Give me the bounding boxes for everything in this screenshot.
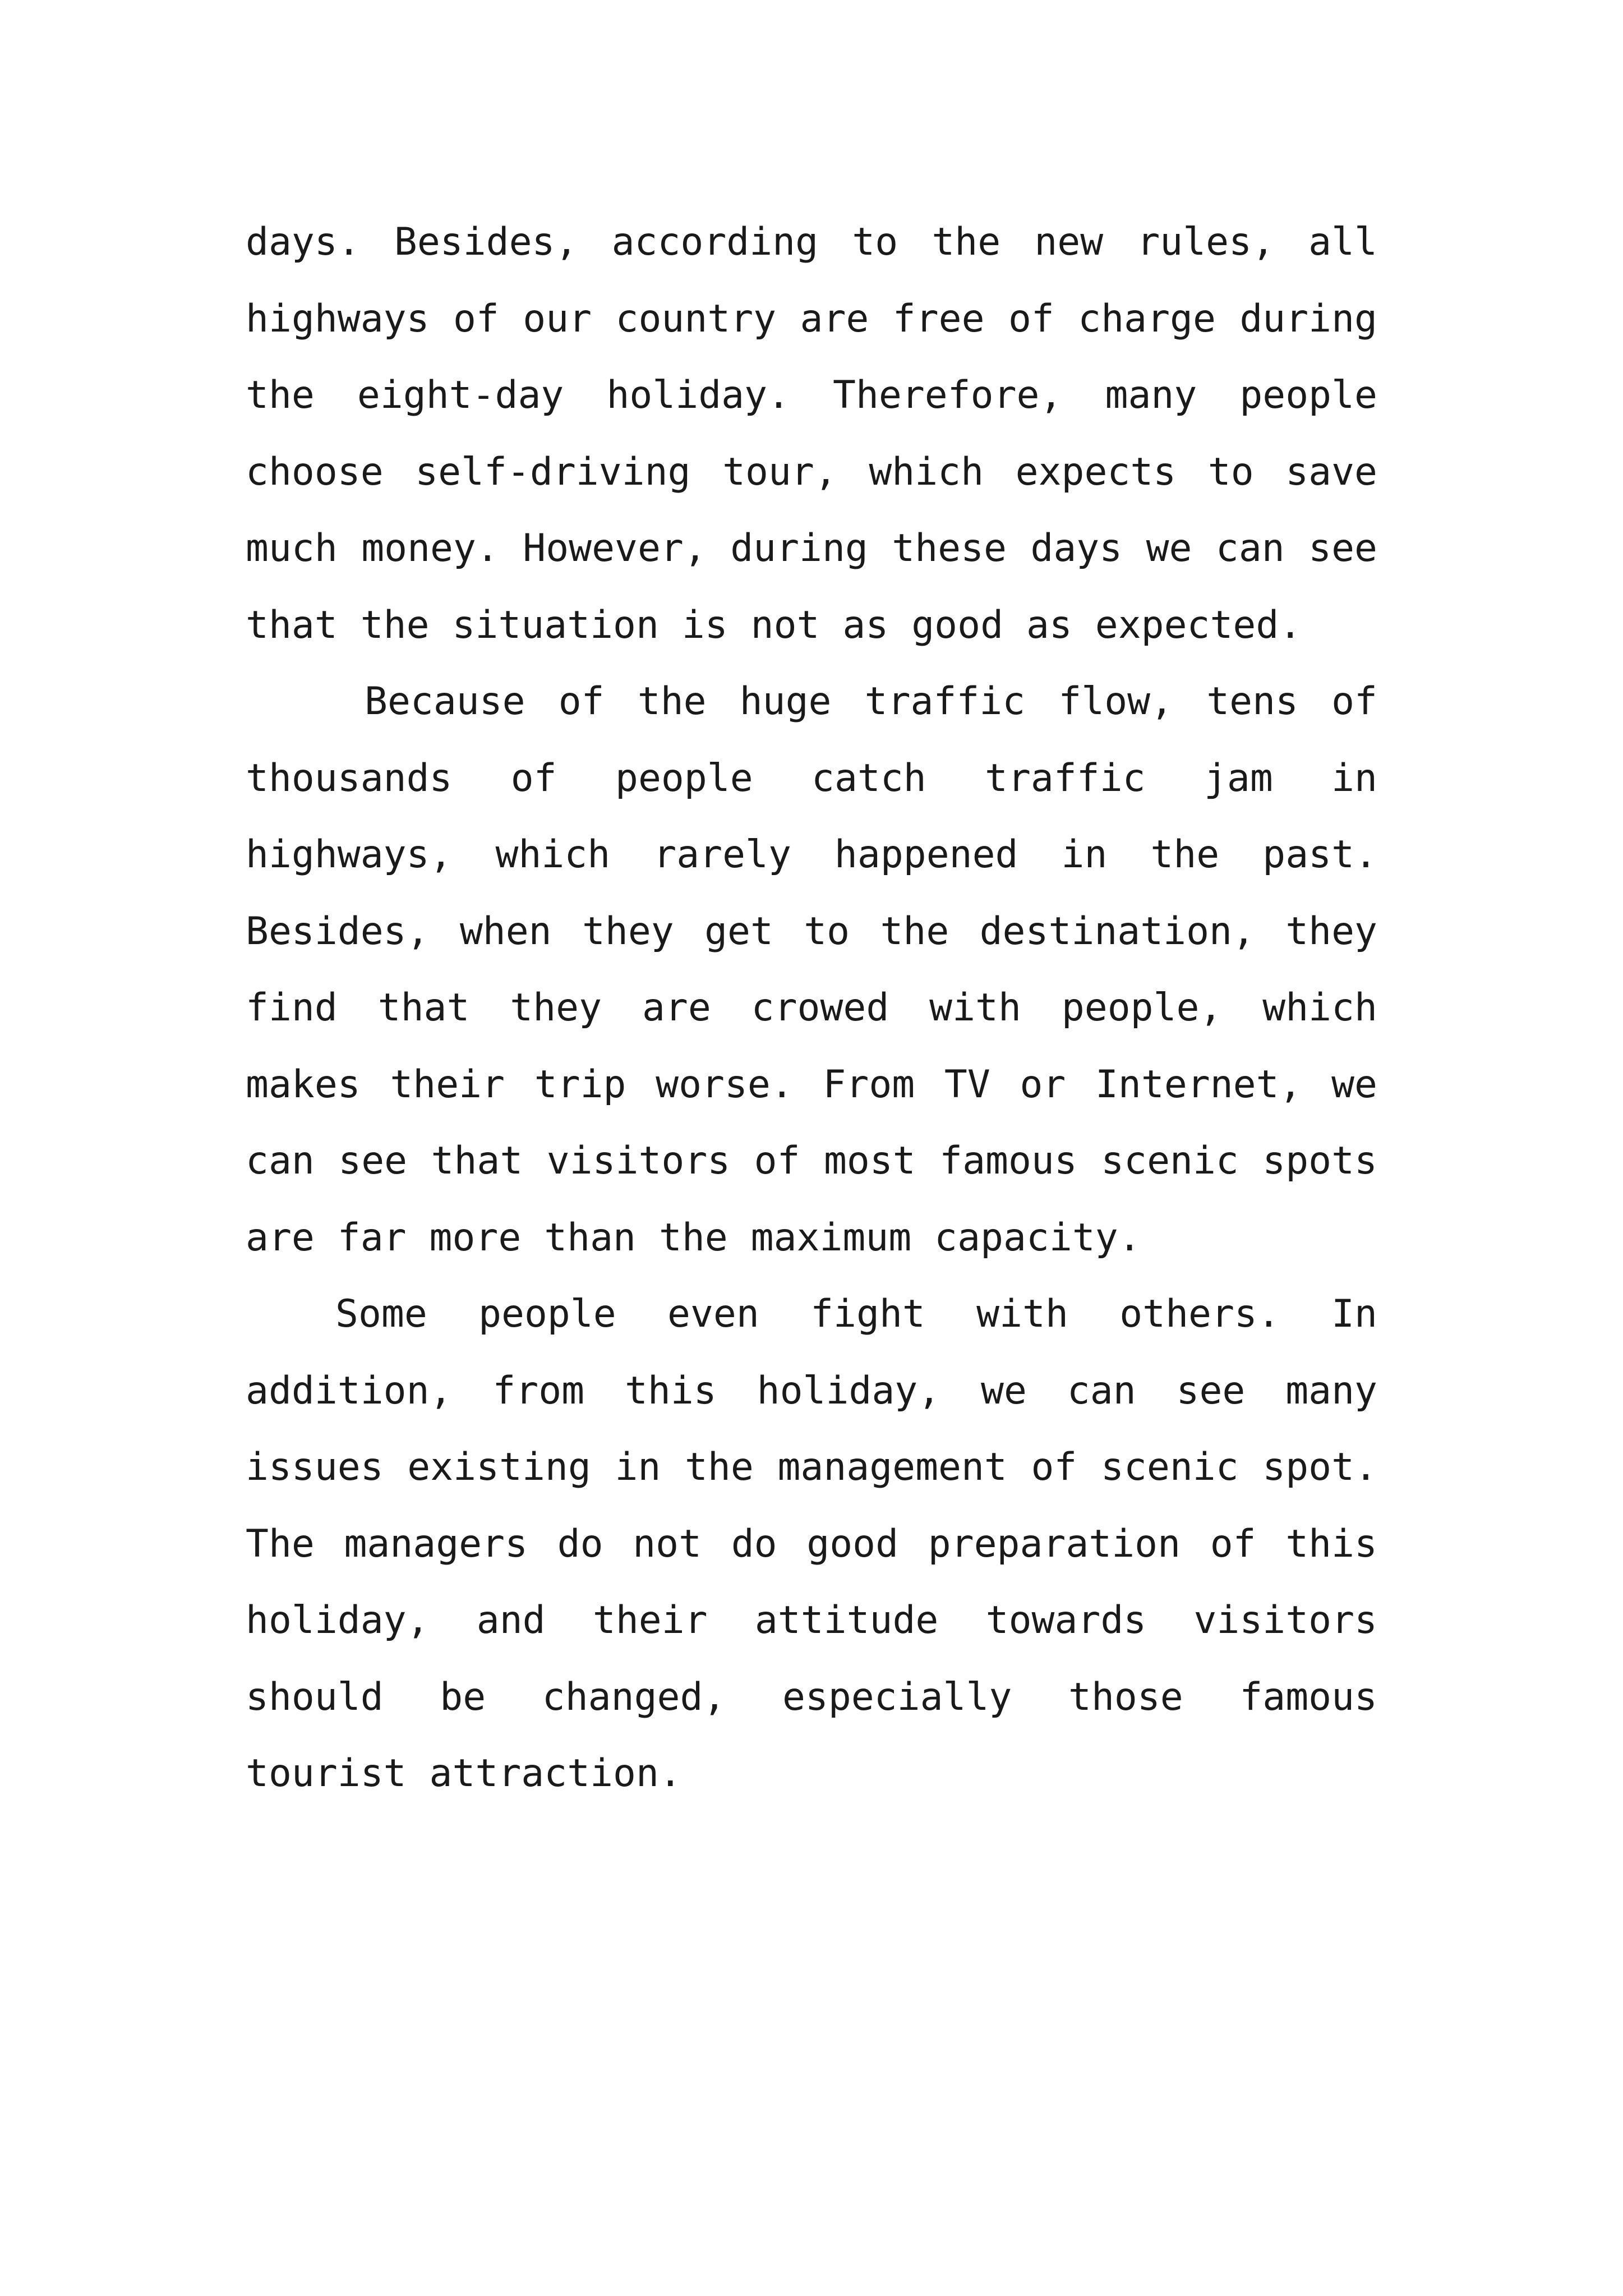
paragraph-1: days. Besides, according to the new rules, all highways of our country are free of charge during the eight-day holiday. Therefore, many people choose self-driving tour, which expects to save much money. However, during these days we can see that the situation is not as good as expected. xyxy=(246,220,1377,647)
paragraph-3: Some people even fight with others. In addition, from this holiday, we can see many issues existing in the management of scenic spot. The managers do not do good preparation of this holiday, and their attitude towards visitors should be changed, especially those famous tourist attraction. xyxy=(246,1292,1377,1796)
paragraph-2: Because of the huge traffic flow, tens of thousands of people catch traffic jam in highways, which rarely happened in the past. Besides, when they get to the destination, they find that they are crowed with people, which makes their trip worse. From TV or Internet, we can see that visitors of most famous scenic spots are far more than the maximum capacity. xyxy=(246,679,1377,1260)
document-body xyxy=(246,204,1377,1812)
